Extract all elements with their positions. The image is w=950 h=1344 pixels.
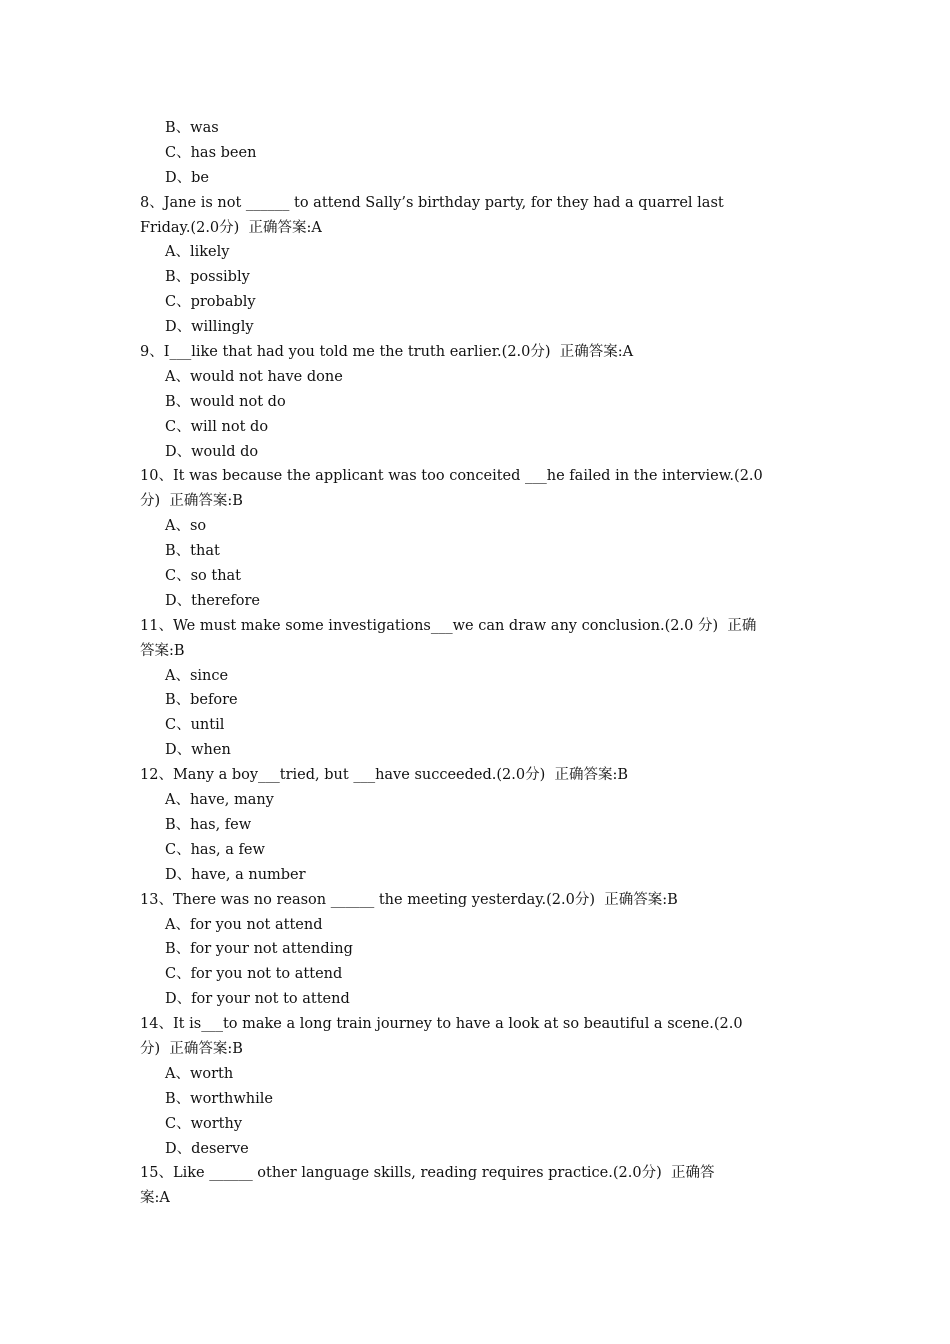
answer-option: D、have, a number [165, 866, 306, 883]
question-block [140, 464, 812, 613]
answer-option: A、would not have done [165, 368, 343, 385]
answer-option: D、deserve [165, 1140, 249, 1157]
answer-option: C、so that [165, 568, 242, 585]
question-text: 答案:B [140, 642, 185, 659]
answer-option: D、would do [165, 443, 259, 460]
question-block [140, 340, 812, 464]
answer-option: A、since [165, 667, 229, 684]
question-text: 8、Jane is not ______ to attend Sally’s birthday party, for they had a quarrel last [140, 194, 724, 211]
question-text: 12、Many a boy___tried, but ___have succeeded.(2.0分) 正确答案:B [140, 767, 629, 784]
answer-option: C、has been [165, 144, 257, 161]
question-block [140, 888, 812, 1012]
answer-option: D、for your not to attend [165, 991, 350, 1008]
answer-option: D、therefore [165, 592, 260, 609]
answer-option: C、for you not to attend [165, 966, 343, 983]
answer-option: C、will not do [165, 418, 269, 435]
question-text: 11、We must make some investigations___we can draw any conclusion.(2.0 分) 正确 [140, 617, 757, 634]
answer-option: C、until [165, 717, 225, 734]
question-text: Friday.(2.0分) 正确答案:A [140, 219, 322, 236]
answer-option: A、worth [165, 1065, 234, 1082]
question-block [140, 763, 812, 887]
question-text: 14、It is___to make a long train journey to have a look at so beautiful a scene.(2.0 [140, 1016, 743, 1033]
question-list [140, 116, 812, 1211]
question-text: 10、It was because the applicant was too conceited ___he failed in the interview.(2.0 [140, 468, 763, 485]
answer-option: B、that [165, 543, 220, 560]
answer-option: B、for your not attending [165, 941, 353, 958]
answer-option: B、was [165, 120, 219, 136]
question-text: 分) 正确答案:B [140, 493, 243, 510]
answer-option: D、willingly [165, 319, 254, 336]
question-block [140, 191, 812, 340]
question-block [140, 1161, 812, 1211]
answer-option: C、worthy [165, 1115, 243, 1132]
question-text: 15、Like ______ other language skills, reading requires practice.(2.0分) 正确答 [140, 1165, 715, 1182]
answer-option: A、likely [165, 244, 230, 261]
answer-option: C、probably [165, 294, 256, 311]
question-text: 案:A [140, 1190, 170, 1207]
question-block [140, 614, 812, 763]
answer-option: A、for you not attend [165, 916, 323, 933]
answer-option: B、would not do [165, 393, 286, 410]
question-text: 9、I___like that had you told me the truth earlier.(2.0分) 正确答案:A [140, 344, 634, 361]
answer-option: B、before [165, 692, 238, 709]
answer-option: A、have, many [165, 792, 274, 809]
answer-option: C、has, a few [165, 841, 265, 858]
answer-option: D、when [165, 742, 231, 759]
question-block [140, 1012, 812, 1161]
answer-option: D、be [165, 169, 209, 186]
answer-option: B、possibly [165, 269, 250, 286]
question-text: 分) 正确答案:B [140, 1040, 243, 1057]
answer-option: B、worthwhile [165, 1090, 273, 1107]
answer-option: A、so [165, 518, 207, 535]
question-text: 13、There was no reason ______ the meeting yesterday.(2.0分) 正确答案:B [140, 891, 678, 908]
answer-option: B、has, few [165, 816, 252, 833]
